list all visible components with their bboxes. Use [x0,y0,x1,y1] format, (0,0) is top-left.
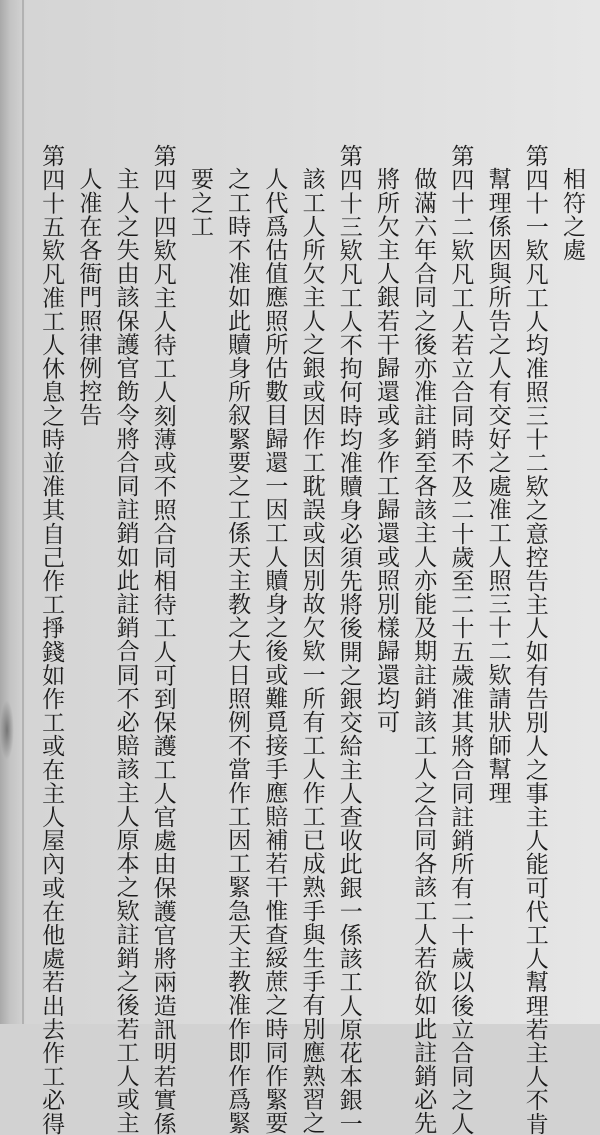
text-column: 第四十三欵凡工人不拘何時均准贖身必須先將後開之銀交給主人查收此銀一係該工人原花本銀一 [335,144,362,1135]
text-column: 第四十一欵凡工人均准照三十二欵之意控告主人如有告別人之事主人能可代工人幫理若主人不肯 [521,144,548,1135]
text-column: 做滿六年合同之後亦准註銷至各該主人亦能及期註銷該工人之合同各該工人若欲如此註銷必先 [410,167,437,1135]
text-column: 第四十四欵凡主人待工人刻薄或不照合同相待工人可到保護工人官處由保護官將兩造訊明若實係 [149,144,176,1135]
text-column: 相符之處 [559,167,585,262]
vertical-text-body [30,144,590,1135]
text-column: 第四十二欵凡工人若立合同時不及二十歲至二十五歲准其將合同註銷所有二十歲以後立合同之人 [447,144,474,1135]
text-column: 幫理係因與所告之人有交好之處准工人照三十二欵請狀師幫理 [484,167,511,805]
text-column: 主人之失由該保護官飭令將合同註銷如此註銷合同不必賠該主人原本之欵註銷之後若工人或主 [112,167,139,1135]
text-column: 將所欠主人銀若干歸還或多作工歸還或照別樣歸還均可 [372,167,399,734]
ink-stain [0,700,14,760]
text-column: 人准在各衙門照律例控告 [75,167,102,427]
page-fold-line [22,0,24,1024]
text-column: 第四十五欵凡准工人休息之時並准其自己作工掙錢如作工或在主人屋內或在他處若出去作工必得 [38,144,65,1135]
text-column: 要之工 [186,167,213,238]
text-column: 之工時不准如此贖身所叙緊要之工係天主教之大日照例不當作工因工緊急天主教准作即作爲緊 [224,167,251,1135]
text-column: 該工人所欠主人之銀或因作工耽誤或因別故欠欵一所有工人作工已成熟手與生手有別應熟習之 [298,167,325,1135]
text-column: 人代爲估值應照所估數目歸還一因工人贖身之後或難覓接手應賠補若干惟查綏蔗之時同作緊要 [261,167,288,1135]
